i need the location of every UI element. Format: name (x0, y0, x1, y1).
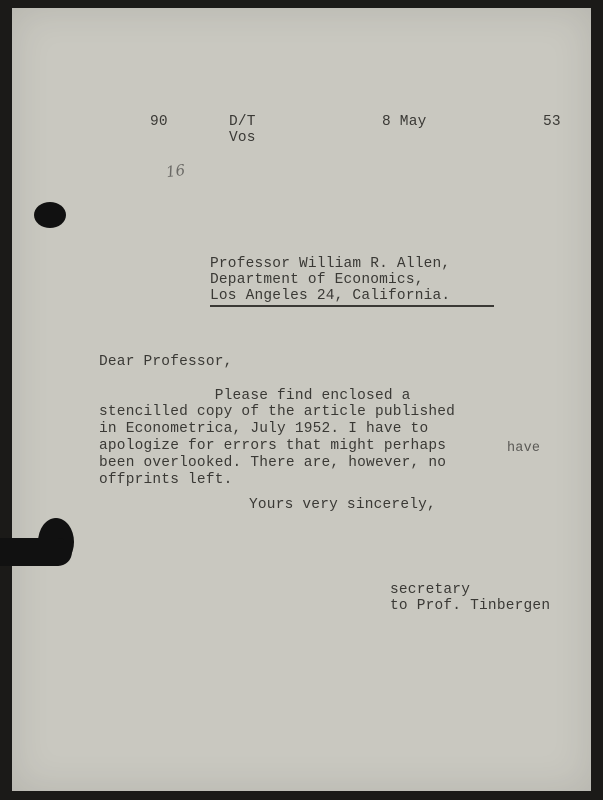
salutation: Dear Professor, (99, 354, 233, 370)
signature-line-1: secretary (390, 582, 471, 598)
address-line-2: Department of Economics, (210, 272, 424, 288)
signature-line-2: to Prof. Tinbergen (390, 598, 551, 614)
handwritten-margin-note: 16 (164, 160, 187, 182)
file-number: 90 (150, 114, 168, 130)
initials-line-1: D/T (229, 114, 256, 130)
body-line-5: been overlooked. There are, however, no (99, 455, 447, 471)
body-line-3: in Econometrica, July 1952. I have to (99, 421, 429, 437)
letter-date: 8 May (382, 114, 427, 130)
body-line-2: stencilled copy of the article published (99, 404, 456, 420)
letter-year: 53 (543, 114, 561, 130)
body-line-1: Please find enclosed a (99, 388, 411, 404)
address-line-1: Professor William R. Allen, (210, 256, 451, 272)
body-line-6: offprints left. (99, 472, 233, 488)
tear-mark (0, 538, 72, 566)
body-insertion: have (507, 441, 541, 456)
body-line-4: apologize for errors that might perhaps (99, 438, 447, 454)
address-underline (210, 305, 494, 307)
punch-hole-top (34, 202, 66, 228)
address-line-3: Los Angeles 24, California. (210, 288, 451, 304)
closing: Yours very sincerely, (249, 497, 436, 513)
initials-line-2: Vos (229, 130, 256, 146)
